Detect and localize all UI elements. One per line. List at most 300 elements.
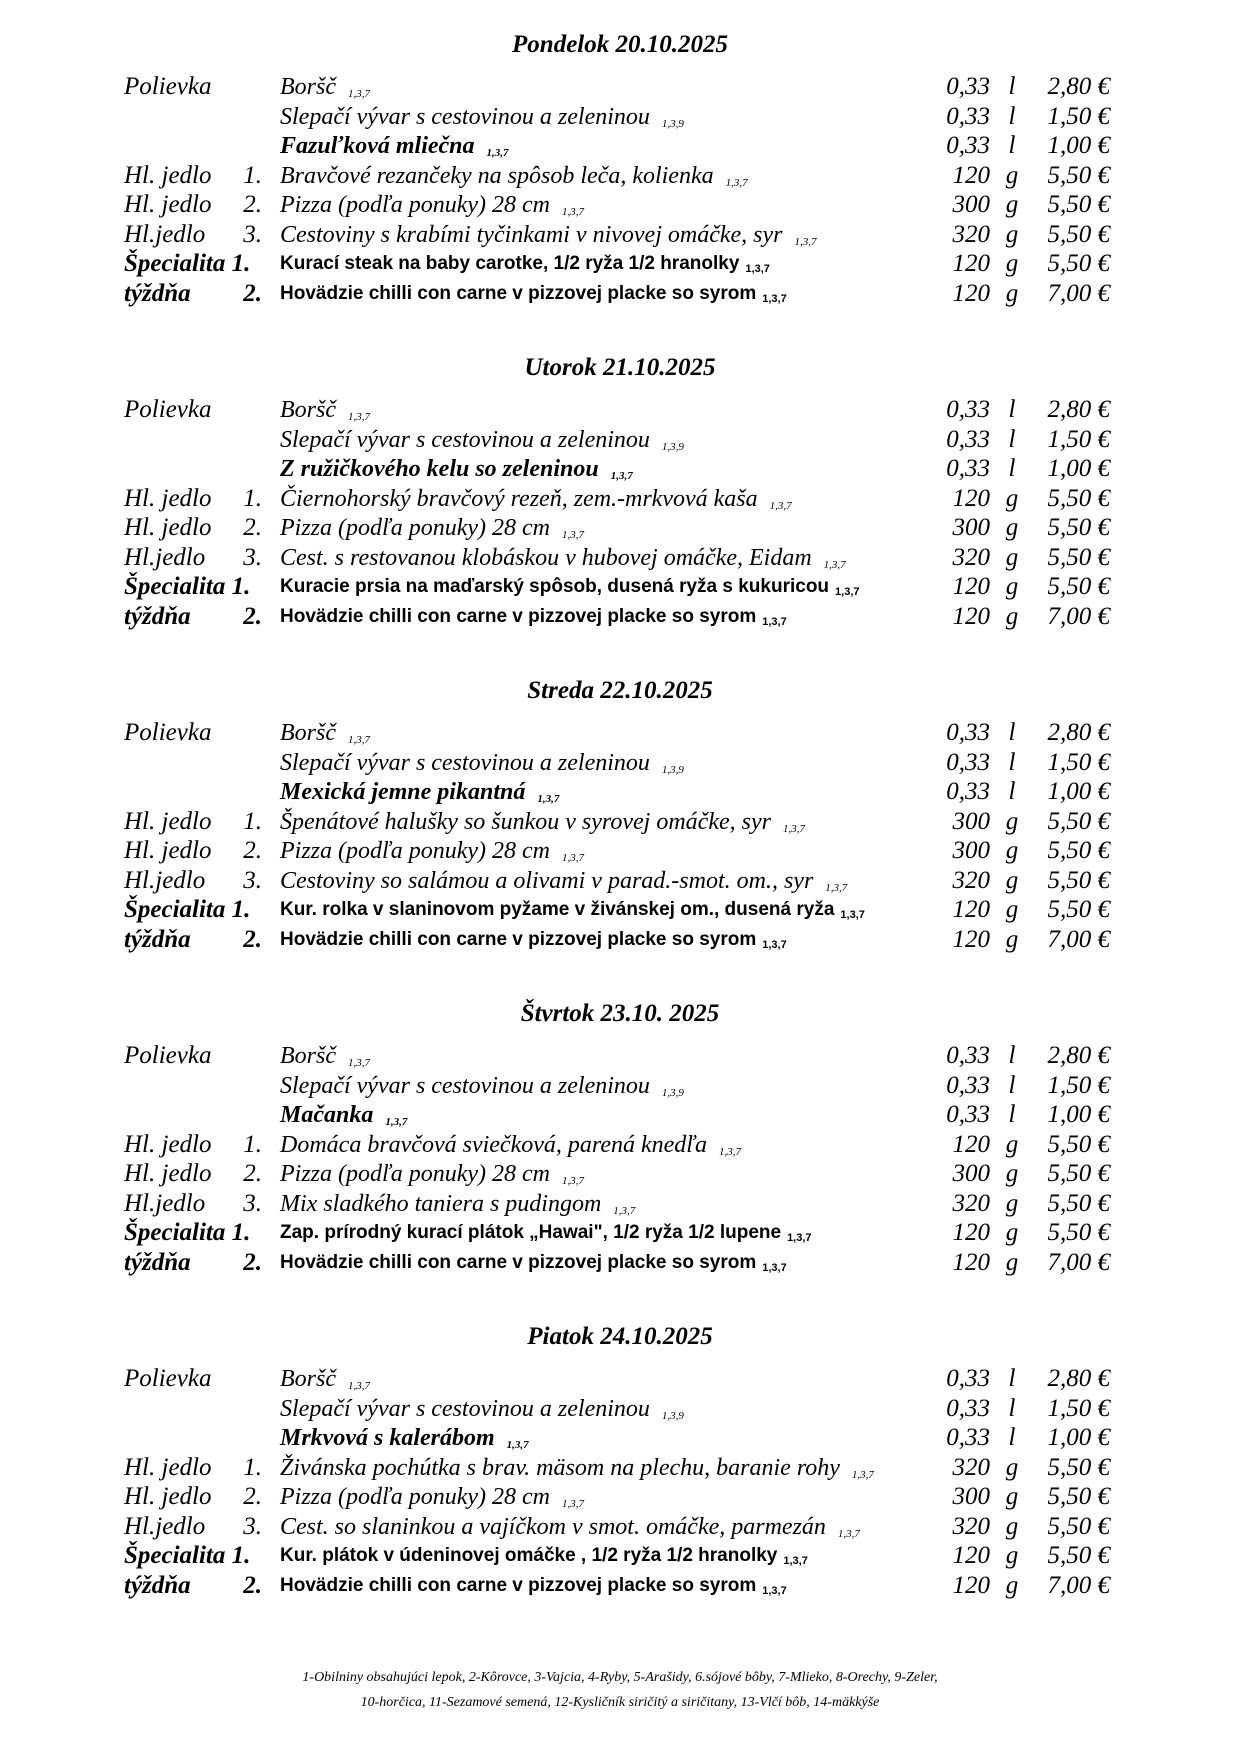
- dish: [280, 602, 787, 634]
- dish-name: Pizza (podľa ponuky) 28 cm: [280, 192, 551, 218]
- dish: [280, 895, 865, 927]
- menu-row: [0, 1512, 1240, 1542]
- allergen-codes: 1,3,7: [769, 499, 792, 512]
- price: 5,50 €: [1047, 1483, 1110, 1510]
- menu-row: [0, 1248, 1240, 1278]
- day-title: Streda 22.10.2025: [527, 677, 713, 704]
- menu-row: [0, 836, 1240, 866]
- dish-name: Boršč: [280, 1043, 336, 1069]
- menu-row: [0, 425, 1240, 455]
- dish-name: Z ružičkového kelu so zeleninou: [280, 456, 599, 482]
- portion-quantity: 0,33: [946, 778, 990, 805]
- portion-unit: g: [1005, 602, 1019, 630]
- portion-quantity: 0,33: [946, 396, 990, 423]
- dish-name: Boršč: [280, 397, 336, 423]
- price: 1,00 €: [1047, 1101, 1110, 1128]
- menu-row: [0, 1071, 1240, 1101]
- day-title: Štvrtok 23.10. 2025: [520, 1000, 720, 1027]
- dish-name: Slepačí vývar s cestovinou a zeleninou: [280, 1072, 650, 1099]
- price: 2,80 €: [1047, 719, 1110, 746]
- dish: [280, 249, 770, 281]
- menu-row: [0, 454, 1240, 484]
- menu-row: [0, 279, 1240, 309]
- menu-row: [0, 1159, 1240, 1189]
- portion-unit: g: [1005, 1453, 1019, 1481]
- menu-row: [0, 102, 1240, 132]
- portion-quantity: 0,33: [946, 1394, 990, 1422]
- item-number: 2.: [243, 191, 262, 218]
- item-number: 2.: [243, 279, 262, 307]
- dish-name: Slepačí vývar s cestovinou a zeleninou: [280, 103, 650, 130]
- portion-unit: g: [1005, 514, 1019, 541]
- dish-name: Slepačí vývar s cestovinou a zeleninou: [280, 749, 650, 776]
- price: 5,50 €: [1047, 514, 1110, 541]
- allergen-codes: 1,3,7: [562, 1498, 585, 1510]
- category-label: Hl. jedlo: [124, 1130, 212, 1158]
- price: 5,50 €: [1047, 1453, 1110, 1481]
- portion-unit: g: [1005, 1571, 1019, 1599]
- category-label: Polievka: [124, 1365, 212, 1392]
- price: 1,00 €: [1047, 778, 1110, 805]
- item-number: 3.: [243, 220, 262, 248]
- portion-quantity: 320: [952, 1512, 990, 1540]
- allergen-codes: 1,3,7: [835, 586, 860, 598]
- category-label: Hl. jedlo: [124, 484, 212, 512]
- item-number: 1.: [243, 807, 262, 835]
- price: 1,50 €: [1047, 425, 1110, 453]
- dish-name: Špenátové halušky so šunkou v syrovej omáčke, syr: [280, 808, 771, 835]
- portion-unit: g: [1005, 866, 1019, 894]
- portion-unit: l: [1008, 1071, 1016, 1099]
- menu-row: [0, 777, 1240, 807]
- item-number: 1.: [243, 161, 262, 189]
- portion-unit: g: [1005, 543, 1019, 571]
- item-number: 2.: [243, 514, 262, 541]
- portion-unit: l: [1008, 748, 1016, 776]
- category-label: Špecialita 1.: [124, 573, 251, 600]
- portion-quantity: 120: [952, 250, 990, 277]
- category-label: Hl.jedlo: [124, 543, 206, 571]
- portion-unit: l: [1008, 73, 1016, 100]
- portion-unit: g: [1005, 1248, 1019, 1276]
- allergen-codes: 1,3,9: [661, 117, 684, 130]
- allergen-codes: 1,3,7: [348, 1057, 370, 1069]
- menu-row: [0, 1130, 1240, 1160]
- allergen-codes: 1,3,7: [837, 1527, 860, 1540]
- dish-name: Cest. so slaninkou a vajíčkom v smot. omáčke, parmezán: [280, 1513, 826, 1540]
- portion-quantity: 120: [952, 1130, 990, 1158]
- portion-quantity: 0,33: [946, 719, 990, 746]
- menu-row: [0, 220, 1240, 250]
- dish: [280, 1218, 812, 1250]
- price: 1,00 €: [1047, 132, 1110, 159]
- allergen-codes: 1,3,7: [506, 1439, 529, 1451]
- dish-name: Cestoviny so salámou a olivami v parad.-smot. om., syr: [280, 867, 814, 894]
- portion-unit: g: [1005, 1219, 1019, 1246]
- allergen-codes: 1,3,7: [794, 235, 817, 248]
- dish: [280, 279, 787, 311]
- price: 5,50 €: [1047, 866, 1110, 894]
- category-label: Špecialita 1.: [124, 1219, 251, 1246]
- price: 5,50 €: [1047, 1219, 1110, 1246]
- portion-unit: g: [1005, 1483, 1019, 1510]
- portion-unit: g: [1005, 1542, 1019, 1569]
- portion-unit: g: [1005, 1189, 1019, 1217]
- allergen-codes: 1,3,7: [562, 852, 585, 864]
- item-number: 1.: [243, 484, 262, 512]
- price: 2,80 €: [1047, 396, 1110, 423]
- price: 7,00 €: [1047, 925, 1110, 953]
- item-number: 3.: [243, 866, 262, 894]
- portion-unit: g: [1005, 573, 1019, 600]
- portion-quantity: 320: [952, 220, 990, 248]
- price: 2,80 €: [1047, 1365, 1110, 1392]
- allergen-codes: 1,3,7: [486, 147, 509, 159]
- allergen-codes: 1,3,7: [762, 615, 787, 628]
- dish-name: Mrkvová s kalerábom: [280, 1425, 495, 1451]
- portion-unit: l: [1008, 425, 1016, 453]
- category-label: týždňa: [124, 1571, 191, 1599]
- menu-row: [0, 131, 1240, 161]
- allergen-codes: 1,3,7: [348, 88, 370, 100]
- dish-name: Domáca bravčová sviečková, parená knedľa: [280, 1131, 708, 1158]
- allergen-codes: 1,3,7: [385, 1116, 408, 1128]
- allergen-codes: 1,3,7: [762, 1584, 787, 1597]
- price: 5,50 €: [1047, 161, 1110, 189]
- allergen-codes: 1,3,7: [562, 529, 585, 541]
- category-label: Hl. jedlo: [124, 837, 212, 864]
- dish-name: Boršč: [280, 74, 336, 100]
- price: 1,50 €: [1047, 1071, 1110, 1099]
- dish-name: Fazuľková mliečna: [280, 133, 475, 159]
- dish-name: Kuracie prsia na maďarský spôsob, dusená ryža s kukuricou: [280, 576, 830, 597]
- menu-row: [0, 807, 1240, 837]
- portion-unit: g: [1005, 161, 1019, 189]
- menu-row: [0, 1423, 1240, 1453]
- price: 1,50 €: [1047, 1394, 1110, 1422]
- menu-row: [0, 395, 1240, 425]
- dish-name: Čiernohorský bravčový rezeň, zem.-mrkvová kaša: [280, 485, 758, 512]
- portion-unit: g: [1005, 1512, 1019, 1540]
- dish-name: Cest. s restovanou klobáskou v hubovej omáčke, Eidam: [280, 544, 812, 571]
- menu-row: [0, 249, 1240, 279]
- allergen-codes: 1,3,7: [348, 411, 370, 423]
- dish: [280, 1541, 808, 1573]
- portion-unit: g: [1005, 896, 1019, 923]
- allergen-codes: 1,3,9: [661, 763, 684, 776]
- dish-name: Hovädzie chilli con carne v pizzovej placke so syrom: [280, 1251, 757, 1273]
- portion-quantity: 300: [952, 1483, 990, 1510]
- allergen-codes: 1,3,7: [783, 1555, 808, 1567]
- portion-quantity: 120: [952, 1248, 990, 1276]
- dish-name: Bravčové rezančeky na spôsob leča, kolienka: [280, 162, 714, 189]
- price: 5,50 €: [1047, 573, 1110, 600]
- menu-row: [0, 866, 1240, 896]
- dish-name: Slepačí vývar s cestovinou a zeleninou: [280, 426, 650, 453]
- allergen-codes: 1,3,7: [719, 1145, 742, 1158]
- portion-unit: l: [1008, 396, 1016, 423]
- price: 5,50 €: [1047, 191, 1110, 218]
- portion-quantity: 120: [952, 896, 990, 923]
- portion-unit: g: [1005, 279, 1019, 307]
- portion-quantity: 120: [952, 484, 990, 512]
- portion-unit: g: [1005, 1160, 1019, 1187]
- item-number: 1.: [243, 1453, 262, 1481]
- price: 5,50 €: [1047, 220, 1110, 248]
- category-label: Hl.jedlo: [124, 220, 206, 248]
- price: 5,50 €: [1047, 1130, 1110, 1158]
- portion-quantity: 0,33: [946, 1101, 990, 1128]
- portion-quantity: 120: [952, 925, 990, 953]
- category-label: Polievka: [124, 1042, 212, 1069]
- price: 5,50 €: [1047, 484, 1110, 512]
- portion-unit: l: [1008, 102, 1016, 130]
- price: 5,50 €: [1047, 1512, 1110, 1540]
- portion-quantity: 0,33: [946, 102, 990, 130]
- category-label: Polievka: [124, 719, 212, 746]
- portion-quantity: 320: [952, 866, 990, 894]
- item-number: 2.: [243, 1160, 262, 1187]
- dish-name: Pizza (podľa ponuky) 28 cm: [280, 1161, 551, 1187]
- day-title: Piatok 24.10.2025: [527, 1323, 713, 1350]
- allergen-codes: 1,3,7: [762, 1261, 787, 1274]
- menu-row: [0, 1394, 1240, 1424]
- dish-name: Hovädzie chilli con carne v pizzovej placke so syrom: [280, 928, 757, 950]
- category-label: Hl. jedlo: [124, 1453, 212, 1481]
- allergen-codes: 1,3,7: [823, 558, 846, 571]
- portion-unit: g: [1005, 220, 1019, 248]
- portion-quantity: 320: [952, 543, 990, 571]
- allergen-codes: 1,3,9: [661, 440, 684, 453]
- item-number: 3.: [243, 543, 262, 571]
- allergen-codes: 1,3,7: [562, 206, 585, 218]
- portion-quantity: 120: [952, 1219, 990, 1246]
- price: 5,50 €: [1047, 1189, 1110, 1217]
- item-number: 3.: [243, 1512, 262, 1540]
- dish-name: Boršč: [280, 720, 336, 746]
- allergen-codes: 1,3,7: [610, 470, 633, 482]
- price: 5,50 €: [1047, 837, 1110, 864]
- menu-row: [0, 161, 1240, 191]
- dish-name: Slepačí vývar s cestovinou a zeleninou: [280, 1395, 650, 1422]
- dish-name: Pizza (podľa ponuky) 28 cm: [280, 515, 551, 541]
- menu-row: [0, 748, 1240, 778]
- portion-unit: g: [1005, 837, 1019, 864]
- allergen-codes: 1,3,7: [562, 1175, 585, 1187]
- allergen-codes: 1,3,7: [840, 909, 865, 921]
- category-label: týždňa: [124, 279, 191, 307]
- dish: [280, 925, 787, 957]
- portion-unit: g: [1005, 1130, 1019, 1158]
- price: 5,50 €: [1047, 896, 1110, 923]
- portion-quantity: 0,33: [946, 425, 990, 453]
- item-number: 1.: [243, 1130, 262, 1158]
- portion-quantity: 120: [952, 602, 990, 630]
- dish-name: Hovädzie chilli con carne v pizzovej placke so syrom: [280, 282, 757, 304]
- menu-row: [0, 572, 1240, 602]
- allergen-codes: 1,3,7: [613, 1204, 636, 1217]
- portion-quantity: 320: [952, 1453, 990, 1481]
- portion-unit: l: [1008, 1365, 1016, 1392]
- portion-quantity: 300: [952, 1160, 990, 1187]
- price: 7,00 €: [1047, 1248, 1110, 1276]
- price: 1,00 €: [1047, 1424, 1110, 1451]
- portion-quantity: 0,33: [946, 748, 990, 776]
- allergen-codes: 1,3,7: [825, 881, 848, 894]
- dish-name: Boršč: [280, 1366, 336, 1392]
- category-label: Polievka: [124, 396, 212, 423]
- category-label: týždňa: [124, 1248, 191, 1276]
- price: 1,50 €: [1047, 102, 1110, 130]
- allergen-codes: 1,3,7: [537, 793, 560, 805]
- menu-row: [0, 1453, 1240, 1483]
- price: 2,80 €: [1047, 73, 1110, 100]
- dish-name: Kur. plátok v údeninovej omáčke , 1/2 ryža 1/2 hranolky: [280, 1545, 778, 1566]
- menu-row: [0, 513, 1240, 543]
- portion-quantity: 320: [952, 1189, 990, 1217]
- portion-quantity: 300: [952, 807, 990, 835]
- menu-row: [0, 1189, 1240, 1219]
- category-label: Hl. jedlo: [124, 1160, 212, 1187]
- portion-unit: l: [1008, 455, 1016, 482]
- portion-quantity: 0,33: [946, 1042, 990, 1069]
- menu-row: [0, 72, 1240, 102]
- dish-name: Pizza (podľa ponuky) 28 cm: [280, 838, 551, 864]
- price: 7,00 €: [1047, 602, 1110, 630]
- dish: [280, 1571, 787, 1603]
- category-label: Špecialita 1.: [124, 896, 251, 923]
- portion-unit: l: [1008, 778, 1016, 805]
- price: 5,50 €: [1047, 807, 1110, 835]
- dish-name: Pizza (podľa ponuky) 28 cm: [280, 1484, 551, 1510]
- allergen-codes: 1,3,7: [348, 734, 370, 746]
- menu-row: [0, 1571, 1240, 1601]
- category-label: Hl. jedlo: [124, 514, 212, 541]
- price: 5,50 €: [1047, 1160, 1110, 1187]
- portion-quantity: 0,33: [946, 73, 990, 100]
- price: 1,00 €: [1047, 455, 1110, 482]
- portion-quantity: 300: [952, 191, 990, 218]
- category-label: týždňa: [124, 602, 191, 630]
- allergen-codes: 1,3,7: [762, 938, 787, 951]
- menu-row: [0, 1541, 1240, 1571]
- item-number: 2.: [243, 1248, 262, 1276]
- portion-unit: g: [1005, 925, 1019, 953]
- menu-row: [0, 602, 1240, 632]
- price: 5,50 €: [1047, 250, 1110, 277]
- allergen-legend-line-1: 1-Obilniny obsahujúci lepok, 2-Kôrovce, 3-Vajcia, 4-Ryby, 5-Arašidy, 6.sójové bôby, 7-Mlieko, 8-Orechy, 9-Zeler,: [302, 1670, 938, 1685]
- portion-unit: g: [1005, 807, 1019, 835]
- menu-row: [0, 1041, 1240, 1071]
- allergen-legend-line-2: 10-horčica, 11-Sezamové semená, 12-Kysličník siričitý a siričitany, 13-Vlčí bôb, 14-mäkkýše: [360, 1695, 880, 1710]
- portion-unit: l: [1008, 1394, 1016, 1422]
- allergen-legend: [0, 1665, 1240, 1715]
- portion-quantity: 0,33: [946, 1365, 990, 1392]
- portion-unit: l: [1008, 1101, 1016, 1128]
- portion-quantity: 120: [952, 573, 990, 600]
- portion-quantity: 120: [952, 279, 990, 307]
- portion-unit: g: [1005, 191, 1019, 218]
- price: 5,50 €: [1047, 1542, 1110, 1569]
- category-label: Hl.jedlo: [124, 1512, 206, 1540]
- portion-quantity: 0,33: [946, 455, 990, 482]
- category-label: Špecialita 1.: [124, 250, 251, 277]
- category-label: Hl. jedlo: [124, 161, 212, 189]
- menu-row: [0, 543, 1240, 573]
- item-number: 2.: [243, 602, 262, 630]
- portion-unit: l: [1008, 719, 1016, 746]
- portion-unit: l: [1008, 132, 1016, 159]
- menu-row: [0, 1100, 1240, 1130]
- dish-name: Kurací steak na baby carotke, 1/2 ryža 1/2 hranolky: [280, 253, 740, 274]
- allergen-codes: 1,3,7: [787, 1232, 812, 1244]
- dish-name: Cestoviny s krabími tyčinkami v nivovej omáčke, syr: [280, 221, 783, 248]
- category-label: Hl.jedlo: [124, 1189, 206, 1217]
- portion-quantity: 300: [952, 514, 990, 541]
- item-number: 2.: [243, 1571, 262, 1599]
- dish-name: Mačanka: [280, 1102, 374, 1128]
- price: 2,80 €: [1047, 1042, 1110, 1069]
- item-number: 3.: [243, 1189, 262, 1217]
- price: 5,50 €: [1047, 543, 1110, 571]
- dish-name: Hovädzie chilli con carne v pizzovej placke so syrom: [280, 1574, 757, 1596]
- allergen-codes: 1,3,7: [725, 176, 748, 189]
- allergen-codes: 1,3,7: [348, 1380, 370, 1392]
- dish-name: Kur. rolka v slaninovom pyžame v živánskej om., dusená ryža: [280, 899, 835, 920]
- portion-quantity: 120: [952, 1542, 990, 1569]
- portion-unit: l: [1008, 1042, 1016, 1069]
- portion-quantity: 0,33: [946, 1424, 990, 1451]
- menu-row: [0, 1482, 1240, 1512]
- menu-row: [0, 895, 1240, 925]
- category-label: Hl. jedlo: [124, 191, 212, 218]
- menu-row: [0, 718, 1240, 748]
- menu-row: [0, 190, 1240, 220]
- portion-unit: g: [1005, 250, 1019, 277]
- dish-name: Mexická jemne pikantná: [280, 779, 526, 805]
- price: 7,00 €: [1047, 1571, 1110, 1599]
- portion-unit: l: [1008, 1424, 1016, 1451]
- category-label: Polievka: [124, 73, 212, 100]
- allergen-codes: 1,3,7: [782, 822, 805, 835]
- portion-quantity: 0,33: [946, 132, 990, 159]
- allergen-codes: 1,3,7: [851, 1468, 874, 1481]
- category-label: Hl.jedlo: [124, 866, 206, 894]
- dish-name: Živánska pochútka s brav. mäsom na plechu, baranie rohy: [280, 1454, 840, 1481]
- category-label: Hl. jedlo: [124, 1483, 212, 1510]
- day-title: Utorok 21.10.2025: [524, 354, 716, 381]
- menu-row: [0, 484, 1240, 514]
- allergen-codes: 1,3,9: [661, 1086, 684, 1099]
- allergen-codes: 1,3,9: [661, 1409, 684, 1422]
- dish-name: Mix sladkého taniera s pudingom: [280, 1190, 602, 1217]
- dish-name: Hovädzie chilli con carne v pizzovej placke so syrom: [280, 605, 757, 627]
- category-label: Hl. jedlo: [124, 807, 212, 835]
- allergen-codes: 1,3,7: [745, 263, 770, 275]
- category-label: týždňa: [124, 925, 191, 953]
- portion-quantity: 300: [952, 837, 990, 864]
- menu-row: [0, 925, 1240, 955]
- item-number: 2.: [243, 1483, 262, 1510]
- category-label: Špecialita 1.: [124, 1542, 251, 1569]
- portion-quantity: 0,33: [946, 1071, 990, 1099]
- dish: [280, 1248, 787, 1280]
- portion-quantity: 120: [952, 1571, 990, 1599]
- menu-row: [0, 1364, 1240, 1394]
- item-number: 2.: [243, 925, 262, 953]
- dish: [280, 572, 860, 604]
- allergen-codes: 1,3,7: [762, 292, 787, 305]
